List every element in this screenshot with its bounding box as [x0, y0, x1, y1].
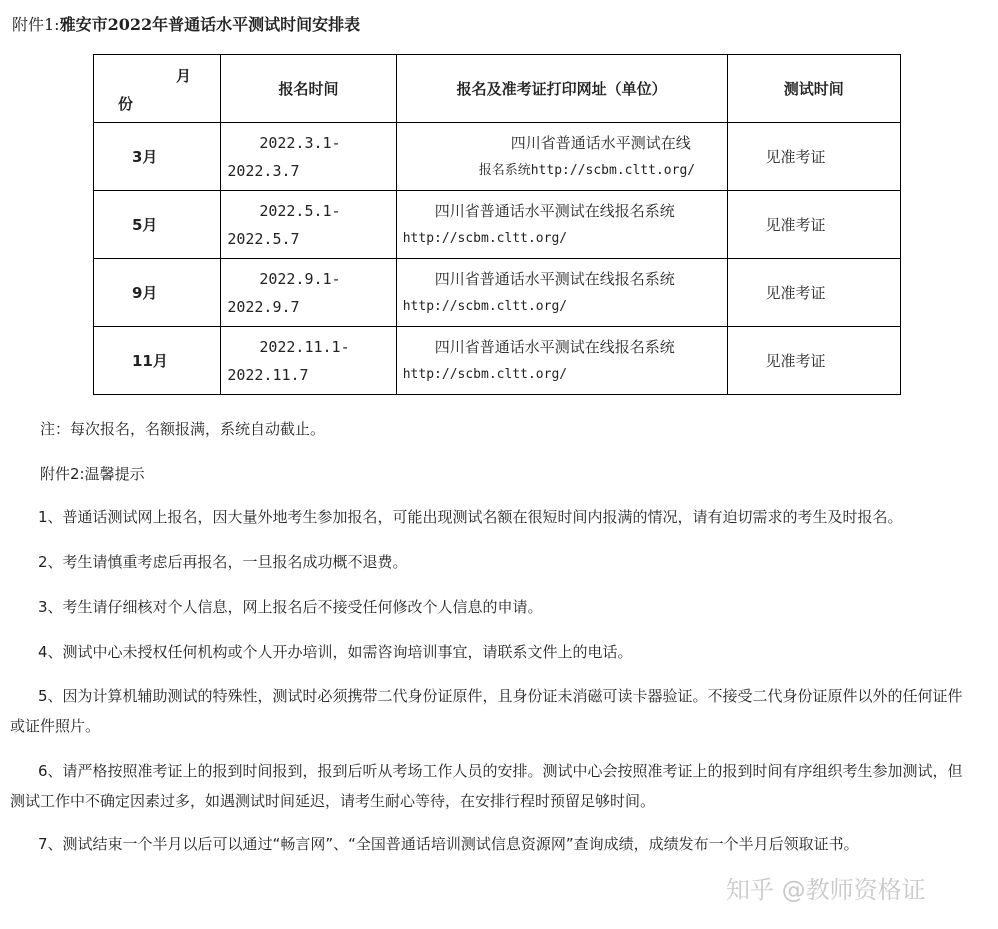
row-url-line2: 报名系统http://scbm.cltt.org/ [478, 162, 696, 178]
header-test: 测试时间 [727, 55, 900, 123]
row-time [221, 327, 396, 395]
row-url-line1: 四川省普通话水平测试在线报名系统 [434, 201, 675, 220]
row-url [396, 191, 727, 259]
row-time-end: 2022.11.7 [227, 365, 309, 384]
row-url-line1: 四川省普通话水平测试在线报名系统 [434, 337, 675, 356]
table-note: 注：每次报名，名额报满，系统自动截止。 [40, 420, 326, 438]
table-header-row [94, 55, 901, 123]
tip-5: 5、因为计算机辅助测试的特殊性，测试时必须携带二代身份证原件，且身份证未消磁可读卡器验证。不接受二代身份证原件以外的任何证件或证件照片。 [10, 687, 963, 735]
row-time-start: 2022.9.1- [259, 269, 341, 288]
tip-1: 1、普通话测试网上报名，因大量外地考生参加报名，可能出现测试名额在很短时间内报满的情况，请有迫切需求的考生及时报名。 [38, 508, 903, 526]
row-month: 5月 [94, 191, 221, 259]
header-month-bottom: 份 [118, 95, 134, 113]
header-month-top: 月 [176, 67, 192, 85]
header-url: 报名及准考证打印网址（单位） [396, 55, 727, 123]
tip-2: 2、考生请慎重考虑后再报名，一旦报名成功概不退费。 [38, 553, 408, 571]
row-month: 9月 [94, 259, 221, 327]
row-time-end: 2022.5.7 [227, 229, 300, 248]
watermark-text: 知乎 @教师资格证 [726, 876, 926, 904]
row-time-end: 2022.3.7 [227, 161, 300, 180]
row-url-line1: 四川省普通话水平测试在线 [510, 133, 691, 152]
row-time [221, 123, 396, 191]
table-row [94, 327, 901, 395]
row-time-start: 2022.5.1- [259, 201, 341, 220]
title-text: 雅安市2022年普通话水平测试时间安排表 [59, 15, 361, 34]
row-url-line2: http://scbm.cltt.org/ [402, 230, 568, 246]
row-month: 11月 [94, 327, 221, 395]
header-month [94, 55, 221, 123]
schedule-table [93, 54, 901, 395]
row-time [221, 259, 396, 327]
row-time-start: 2022.3.1- [259, 133, 341, 152]
row-time-start: 2022.11.1- [259, 337, 350, 356]
table-row [94, 259, 901, 327]
table-row [94, 191, 901, 259]
row-url-line2: http://scbm.cltt.org/ [402, 298, 568, 314]
header-time: 报名时间 [221, 55, 396, 123]
row-url-line1: 四川省普通话水平测试在线报名系统 [434, 269, 675, 288]
attachment2-heading: 附件2:温馨提示 [40, 465, 145, 483]
tip-4: 4、测试中心未授权任何机构或个人开办培训，如需咨询培训事宜，请联系文件上的电话。 [38, 643, 633, 661]
row-test: 见准考证 [727, 191, 900, 259]
title-prefix: 附件1: [12, 15, 60, 34]
tip-6: 6、请严格按照准考证上的报到时间报到，报到后听从考场工作人员的安排。测试中心会按照准考证上的报到时间有序组织考生参加测试，但测试工作中不确定因素过多，如遇测试时间延迟，请考生耐心等待，在安排行程时预留足够时间。 [10, 762, 963, 810]
row-time-end: 2022.9.7 [227, 297, 300, 316]
table-row [94, 123, 901, 191]
row-test: 见准考证 [727, 327, 900, 395]
row-url [396, 327, 727, 395]
tip-3: 3、考生请仔细核对个人信息，网上报名后不接受任何修改个人信息的申请。 [38, 598, 543, 616]
row-url-line2: http://scbm.cltt.org/ [402, 366, 568, 382]
tip-7: 7、测试结束一个半月以后可以通过“畅言网”、“全国普通话培训测试信息资源网”查询成绩，成绩发布一个半月后领取证书。 [38, 835, 859, 853]
row-month: 3月 [94, 123, 221, 191]
row-test: 见准考证 [727, 123, 900, 191]
row-test: 见准考证 [727, 259, 900, 327]
document-title [12, 12, 360, 35]
row-url [396, 123, 727, 191]
row-url [396, 259, 727, 327]
row-time [221, 191, 396, 259]
